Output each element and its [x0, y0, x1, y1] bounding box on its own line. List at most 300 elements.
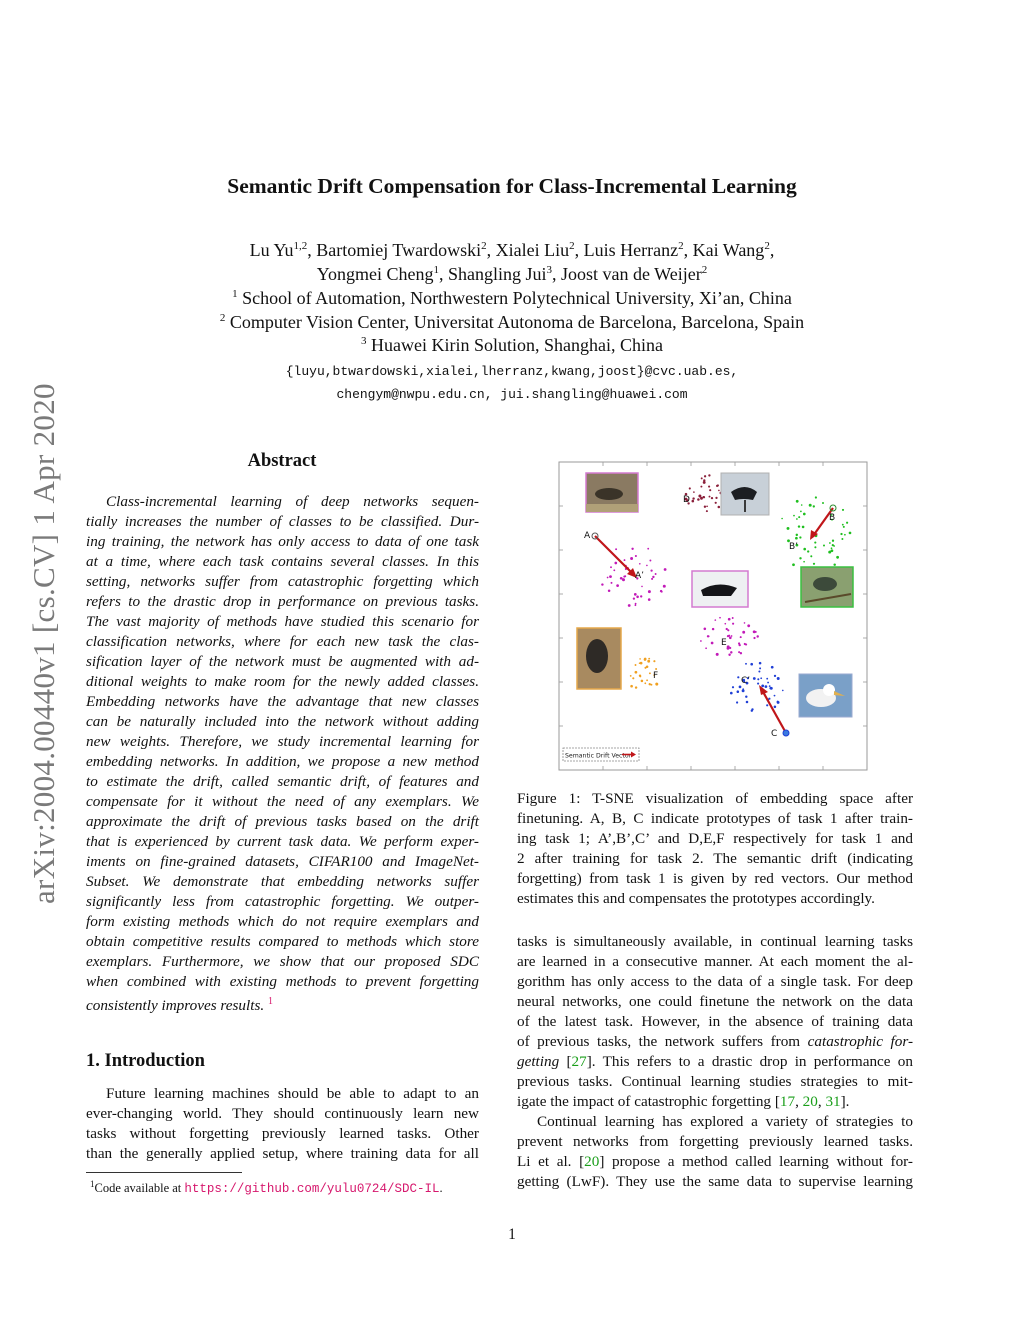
scatter-point: [647, 660, 650, 663]
footnote-suffix: .: [439, 1181, 443, 1196]
scatter-point: [759, 662, 762, 665]
scatter-point: [700, 486, 702, 488]
scatter-point: [704, 628, 707, 631]
bird-photo-f: [577, 628, 621, 689]
tsne-figure: [553, 456, 871, 774]
scatter-point: [801, 504, 803, 506]
author-sup: 1: [433, 264, 439, 276]
abstract-line: sification layer of the network must be augmented with ad-: [86, 653, 479, 670]
scatter-point: [740, 636, 742, 638]
scatter-point: [849, 532, 852, 535]
scatter-point: [732, 617, 734, 619]
author-sup: 2: [764, 240, 770, 252]
scatter-point: [632, 677, 634, 679]
scatter-point: [705, 647, 707, 649]
scatter-point: [611, 582, 613, 584]
scatter-point: [692, 497, 694, 499]
scatter-point: [769, 685, 771, 687]
body-line: Continual learning has explored a variety of strategies to: [537, 1113, 913, 1130]
scatter-point: [664, 568, 667, 571]
label-a-prime: A’: [635, 571, 645, 581]
abstract-line-last: [86, 992, 479, 1015]
scatter-point: [767, 682, 769, 684]
label-b: B: [829, 513, 836, 523]
body-line: gorithm has only access to the data of a single task. For deep: [517, 973, 913, 990]
scatter-point: [836, 556, 839, 559]
scatter-point: [800, 511, 802, 513]
affiliation-1: [0, 288, 1024, 309]
scatter-point: [635, 664, 637, 666]
scatter-point: [641, 586, 643, 588]
bird-photo-a: [586, 473, 638, 512]
scatter-point: [706, 510, 708, 512]
scatter-point: [738, 651, 740, 653]
scatter-point: [795, 537, 798, 540]
scatter-point: [706, 505, 708, 507]
label-c-prime: C’: [741, 676, 751, 686]
author-name: , Bartomiej Twardowski: [307, 240, 482, 260]
scatter-point: [648, 590, 651, 593]
scatter-point: [833, 563, 835, 565]
body-line: of the latest task. However, in the absence of training data: [517, 1013, 913, 1030]
scatter-point: [639, 658, 641, 660]
scatter-point: [623, 576, 625, 578]
scatter-point: [771, 666, 774, 669]
scatter-point: [774, 706, 777, 709]
affiliation-sup: 1: [232, 288, 238, 300]
abstract-line: refers to the drastic drop in performance on previous tasks.: [86, 593, 479, 610]
author-name: Yongmei Cheng: [316, 264, 434, 284]
caption-line: 2 after training for task 2. The semantic drift (indicating: [517, 850, 913, 867]
affiliation-text: Huawei Kirin Solution, Shanghai, China: [366, 335, 663, 355]
scatter-point: [607, 577, 609, 579]
scatter-point: [833, 545, 835, 547]
scatter-point: [616, 584, 619, 587]
body-line: are learned in a consecutive manner. At each moment the al-: [517, 953, 913, 970]
scatter-point: [728, 635, 730, 637]
scatter-point: [609, 575, 612, 578]
scatter-point: [640, 595, 642, 597]
scatter-point: [770, 687, 773, 690]
scatter-point: [635, 686, 637, 688]
abstract-line: tially increases the number of classes to be classified. Dur-: [86, 513, 479, 530]
scatter-point: [793, 515, 795, 517]
affiliation-sup: 3: [361, 335, 367, 347]
abstract-line: compensate for it without the need of any exemplars. We: [86, 793, 479, 810]
scatter-point: [647, 548, 649, 550]
scatter-point: [661, 591, 663, 593]
scatter-point: [842, 524, 844, 526]
label-c: C: [771, 729, 778, 739]
scatter-point: [649, 672, 651, 674]
scatter-point: [745, 644, 747, 646]
caption-line: estimates this and compensates the prototypes accordingly.: [517, 890, 875, 907]
scatter-point: [803, 561, 805, 563]
scatter-point: [727, 629, 729, 631]
citation-link[interactable]: 20: [584, 1153, 600, 1170]
scatter-point: [796, 534, 798, 536]
abstract-line: to estimate the drift, called semantic drift, of features and: [86, 773, 479, 790]
scatter-point: [828, 551, 831, 554]
scatter-point: [715, 502, 717, 504]
scatter-point: [707, 635, 709, 637]
bird-photo-d: [721, 473, 769, 515]
page-number: 1: [508, 1226, 516, 1243]
abstract-line: Embedding networks have the advantage that new classes: [86, 693, 479, 710]
scatter-point: [698, 495, 701, 498]
scatter-point: [649, 560, 651, 562]
tsne-plot: [553, 456, 871, 774]
abstract-line: exemplars. Furthermore, we show that our proposed SDC: [86, 953, 479, 970]
body-line: neural networks, one could finetune the network on the data: [517, 993, 913, 1010]
scatter-point: [844, 534, 846, 536]
scatter-point: [813, 563, 815, 565]
scatter-point: [663, 585, 666, 588]
scatter-point: [843, 526, 845, 528]
scatter-point: [807, 550, 809, 552]
abstract-last-text: consistently improves results.: [86, 997, 265, 1015]
code-link[interactable]: https://github.com/yulu0724/SDC-IL: [184, 1182, 440, 1197]
scatter-point: [803, 513, 806, 516]
bird-photo-c: [799, 674, 852, 717]
scatter-point: [693, 491, 695, 493]
scatter-point: [730, 692, 733, 695]
scatter-point: [711, 497, 713, 499]
scatter-point: [730, 651, 732, 653]
intro-line: Future learning machines should be able to adapt to an: [106, 1085, 479, 1102]
body-emph: catastrophic for-: [807, 1033, 913, 1050]
scatter-point: [761, 685, 764, 688]
scatter-point: [798, 516, 800, 518]
body-line: tasks is simultaneously available, in continual learning tasks: [517, 933, 913, 950]
scatter-point: [624, 559, 626, 561]
caption-line: forgetting) from task 1 is given by red vectors. Our method: [517, 870, 913, 887]
body-line: getting (LwF). They use the same data to supervise learning: [517, 1173, 913, 1190]
scatter-point: [639, 563, 641, 565]
author-name: , Luis Herranz: [574, 240, 679, 260]
scatter-point: [841, 538, 843, 540]
intro-line: tasks without forgetting previously learned tasks. Other: [86, 1125, 479, 1142]
footnote-rule: [86, 1172, 242, 1173]
scatter-point: [728, 653, 730, 655]
scatter-point: [766, 704, 768, 706]
scatter-point: [815, 496, 817, 498]
caption-line: Figure 1: T-SNE visualization of embedding space after: [517, 790, 913, 807]
scatter-point: [814, 542, 816, 544]
author-name: , Kai Wang: [683, 240, 765, 260]
author-name: , Joost van de Weijer: [552, 264, 702, 284]
author-line-1: [0, 240, 1024, 261]
scatter-point: [651, 578, 653, 580]
scatter-point: [704, 506, 706, 508]
intro-line: than the generally applied setup, where training data for all: [86, 1145, 479, 1162]
scatter-point: [727, 647, 730, 650]
scatter-point: [646, 665, 649, 668]
scatter-point: [765, 685, 768, 688]
scatter-point: [650, 569, 652, 571]
scatter-point: [732, 623, 734, 625]
scatter-point: [644, 682, 646, 684]
intro-line: ever-changing world. They should continuously learn new: [86, 1105, 479, 1122]
abstract-line: classification networks, where for each new task the clas-: [86, 633, 479, 650]
author-name: , Shangling Jui: [438, 264, 547, 284]
scatter-point: [814, 546, 816, 548]
scatter-point: [652, 576, 654, 578]
scatter-point: [719, 617, 721, 619]
author-sup: 2: [481, 240, 487, 252]
scatter-point: [709, 489, 711, 491]
author-line-2: [0, 264, 1024, 285]
scatter-point: [646, 679, 648, 681]
author-sup: 2: [569, 240, 575, 252]
abstract-line: Subset. We demonstrate that embedding networks suffer: [86, 873, 479, 890]
affiliation-text: Computer Vision Center, Universitat Autonoma de Barcelona, Barcelona, Spain: [225, 312, 805, 332]
scatter-point: [777, 701, 780, 704]
body-line: igate the impact of catastrophic forgetting [17, 20, 31].: [517, 1093, 850, 1110]
caption-line: ing task 1; A’,B’,C’ and D,E,F respectively for task 1 and: [517, 830, 913, 847]
scatter-point: [753, 677, 756, 680]
abstract-line: ing training, the network has only access to data of one task: [86, 533, 479, 550]
arxiv-identifier: arXiv:2004.00440v1 [cs.CV] 1 Apr 2020: [26, 383, 61, 905]
scatter-point: [802, 526, 805, 529]
scatter-point: [809, 504, 812, 507]
abstract-line: when combined with existing methods to prevent forgetting: [86, 973, 479, 990]
scatter-point: [829, 542, 831, 544]
affiliation-3: [0, 335, 1024, 356]
scatter-point: [823, 544, 825, 546]
scatter-point: [742, 688, 744, 690]
author-sup: 3: [546, 264, 552, 276]
bird-photo-e: [692, 571, 748, 607]
scatter-point: [742, 631, 745, 634]
body-line: [517, 1152, 913, 1172]
body-text: ]. This refers to a drastic drop in performance on: [586, 1053, 913, 1070]
scatter-point: [689, 487, 691, 489]
scatter-point: [649, 683, 651, 685]
abstract-line: setting, networks suffer from catastrophic forgetting which: [86, 573, 479, 590]
figure-caption: [517, 789, 913, 909]
scatter-point: [774, 675, 776, 677]
abstract-line: The vast majority of methods have studied this scenario for: [86, 613, 479, 630]
scatter-point: [635, 555, 637, 557]
author-name: Lu Yu: [249, 240, 294, 260]
scatter-point: [840, 533, 842, 535]
abstract-line: at a time, where each task contains several classes. In this: [86, 553, 479, 570]
bird-photo-b: [801, 567, 853, 607]
scatter-point: [792, 563, 795, 566]
scatter-point: [646, 565, 648, 567]
scatter-point: [787, 527, 790, 530]
scatter-point: [781, 518, 783, 520]
scatter-point: [630, 557, 633, 560]
body-text: of previous tasks, the network suffers from: [517, 1033, 808, 1050]
label-f: F: [653, 671, 659, 681]
scatter-point: [803, 548, 806, 551]
scatter-point: [751, 708, 753, 710]
scatter-point: [640, 676, 642, 678]
scatter-point: [712, 628, 714, 630]
abstract-line: significantly less from catastrophic forgetting. We outper-: [86, 893, 479, 910]
scatter-point: [831, 547, 833, 549]
email-line-1: {luyu,btwardowski,xialei,lherranz,kwang,joost}@cvc.uab.es,: [285, 364, 739, 379]
scatter-point: [692, 500, 695, 503]
scatter-point: [630, 685, 633, 688]
footnote-mark: 1: [90, 1179, 95, 1189]
abstract-line: new weights. Therefore, we study incremental learning for: [86, 733, 479, 750]
body-line: previous tasks. Continual learning studies strategies to mit-: [517, 1073, 913, 1090]
scatter-point: [708, 474, 710, 476]
scatter-point: [717, 484, 719, 486]
scatter-point: [655, 573, 657, 575]
abstract-body: [86, 492, 479, 1015]
body-line: [517, 1032, 913, 1052]
introduction-heading: 1. Introduction: [86, 1051, 205, 1071]
author-sup: 1,2: [293, 240, 308, 252]
label-e: E: [721, 638, 727, 648]
scatter-point: [639, 662, 641, 664]
label-b-prime: B’: [789, 542, 799, 552]
scatter-point: [737, 690, 740, 693]
scatter-point: [634, 593, 637, 596]
scatter-point: [701, 477, 703, 479]
scatter-point: [799, 557, 801, 559]
scatter-point: [620, 577, 623, 580]
scatter-point: [644, 658, 647, 661]
abstract-line: iments on fine-grained datasets, CIFAR100 and ImageNet-: [86, 853, 479, 870]
abstract-line: approximate the drift of previous tasks based on the drift: [86, 813, 479, 830]
scatter-point: [718, 506, 721, 509]
body-text: ] propose a method called learning without for-: [599, 1153, 913, 1170]
label-a: A: [584, 531, 591, 541]
scatter-point: [608, 589, 611, 592]
scatter-point: [703, 496, 705, 498]
scatter-point: [782, 690, 784, 692]
scatter-point: [737, 676, 739, 678]
abstract-line: obtain competitive results compared to methods which store: [86, 933, 479, 950]
citation-link[interactable]: 31: [825, 1093, 841, 1110]
footnote: [90, 1179, 443, 1196]
citation-link[interactable]: 17: [779, 1093, 796, 1110]
abstract-line: Class-incremental learning of deep networks sequen-: [106, 493, 479, 510]
scatter-point: [610, 566, 612, 568]
scatter-point: [739, 644, 741, 646]
scatter-point: [648, 598, 651, 601]
scatter-point: [729, 636, 732, 639]
scatter-point: [799, 536, 801, 538]
affiliation-sup: 2: [219, 312, 226, 324]
scatter-point: [745, 695, 747, 697]
body-line: getting [27]. This refers to a drastic drop in performance on: [517, 1053, 913, 1070]
scatter-point: [745, 663, 747, 665]
scatter-point: [757, 678, 759, 680]
scatter-point: [703, 479, 705, 481]
scatter-point: [615, 548, 617, 550]
scatter-point: [653, 660, 655, 662]
scatter-point: [628, 604, 631, 607]
scatter-point: [711, 642, 714, 645]
body-emph: getting: [517, 1053, 560, 1070]
author-sup: 2: [678, 240, 684, 252]
scatter-point: [614, 562, 617, 565]
scatter-point: [746, 701, 749, 704]
scatter-point: [760, 677, 762, 679]
scatter-point: [810, 555, 812, 557]
author-name: , Xialei Liu: [486, 240, 570, 260]
scatter-point: [700, 640, 702, 642]
scatter-point: [796, 500, 799, 503]
scatter-point: [736, 701, 738, 703]
plot-legend: [563, 748, 639, 761]
scatter-point: [724, 623, 726, 625]
abstract-line: form existing methods which do not require exemplars and: [86, 913, 479, 930]
scatter-point: [777, 677, 780, 680]
scatter-point: [655, 668, 657, 670]
scatter-point: [630, 675, 632, 677]
scatter-point: [697, 498, 700, 501]
scatter-point: [822, 502, 824, 504]
footnote-reference[interactable]: 1: [267, 996, 273, 1007]
prototype-c: [783, 730, 789, 736]
scatter-point: [708, 486, 710, 488]
scatter-point: [636, 596, 639, 599]
scatter-point: [655, 683, 658, 686]
scatter-point: [759, 667, 761, 669]
scatter-point: [750, 663, 753, 666]
body-line: prevent networks from forgetting previously learned tasks.: [517, 1133, 913, 1150]
scatter-point: [758, 670, 760, 672]
email-line-2: chengym@nwpu.edu.cn, jui.shangling@huawei.com: [336, 387, 688, 402]
scatter-point: [704, 475, 706, 477]
paper-title: Semantic Drift Compensation for Class-Incremental Learning: [227, 174, 797, 198]
author-sup: 2: [701, 264, 708, 276]
scatter-point: [744, 622, 746, 624]
scatter-point: [613, 569, 615, 571]
scatter-point: [774, 695, 776, 697]
scatter-point: [731, 635, 733, 637]
abstract-line: ditional weights to make room for the newly added classes.: [86, 673, 479, 690]
scatter-point: [756, 635, 758, 637]
scatter-point: [648, 658, 650, 660]
body-text: Li et al. [: [517, 1153, 585, 1170]
citation-link[interactable]: 20: [802, 1093, 818, 1110]
scatter-point: [718, 490, 720, 492]
scatter-point: [633, 597, 635, 599]
scatter-point: [635, 604, 637, 606]
author-name: ,: [769, 240, 775, 260]
introduction-body: [86, 1084, 479, 1164]
scatter-point: [846, 522, 848, 524]
scatter-point: [832, 540, 834, 542]
scatter-point: [716, 653, 719, 656]
right-column-body: [517, 932, 913, 1192]
abstract-line: can be naturally included into the network without adding: [86, 713, 479, 730]
legend-text: Semantic Drift Vector: [565, 752, 632, 760]
affiliation-2: [0, 312, 1024, 333]
scatter-point: [709, 496, 711, 498]
scatter-point: [753, 637, 755, 639]
scatter-point: [747, 624, 750, 627]
scatter-point: [796, 518, 798, 520]
scatter-point: [631, 548, 633, 550]
caption-line: finetuning. A, B, C indicate prototypes of task 1 after train-: [517, 810, 913, 827]
scatter-point: [757, 683, 759, 685]
scatter-point: [813, 505, 815, 507]
scatter-point: [635, 671, 638, 674]
scatter-point: [766, 678, 768, 680]
scatter-point: [732, 686, 734, 688]
label-d: D: [683, 495, 690, 505]
citation-link[interactable]: 27: [571, 1053, 587, 1070]
